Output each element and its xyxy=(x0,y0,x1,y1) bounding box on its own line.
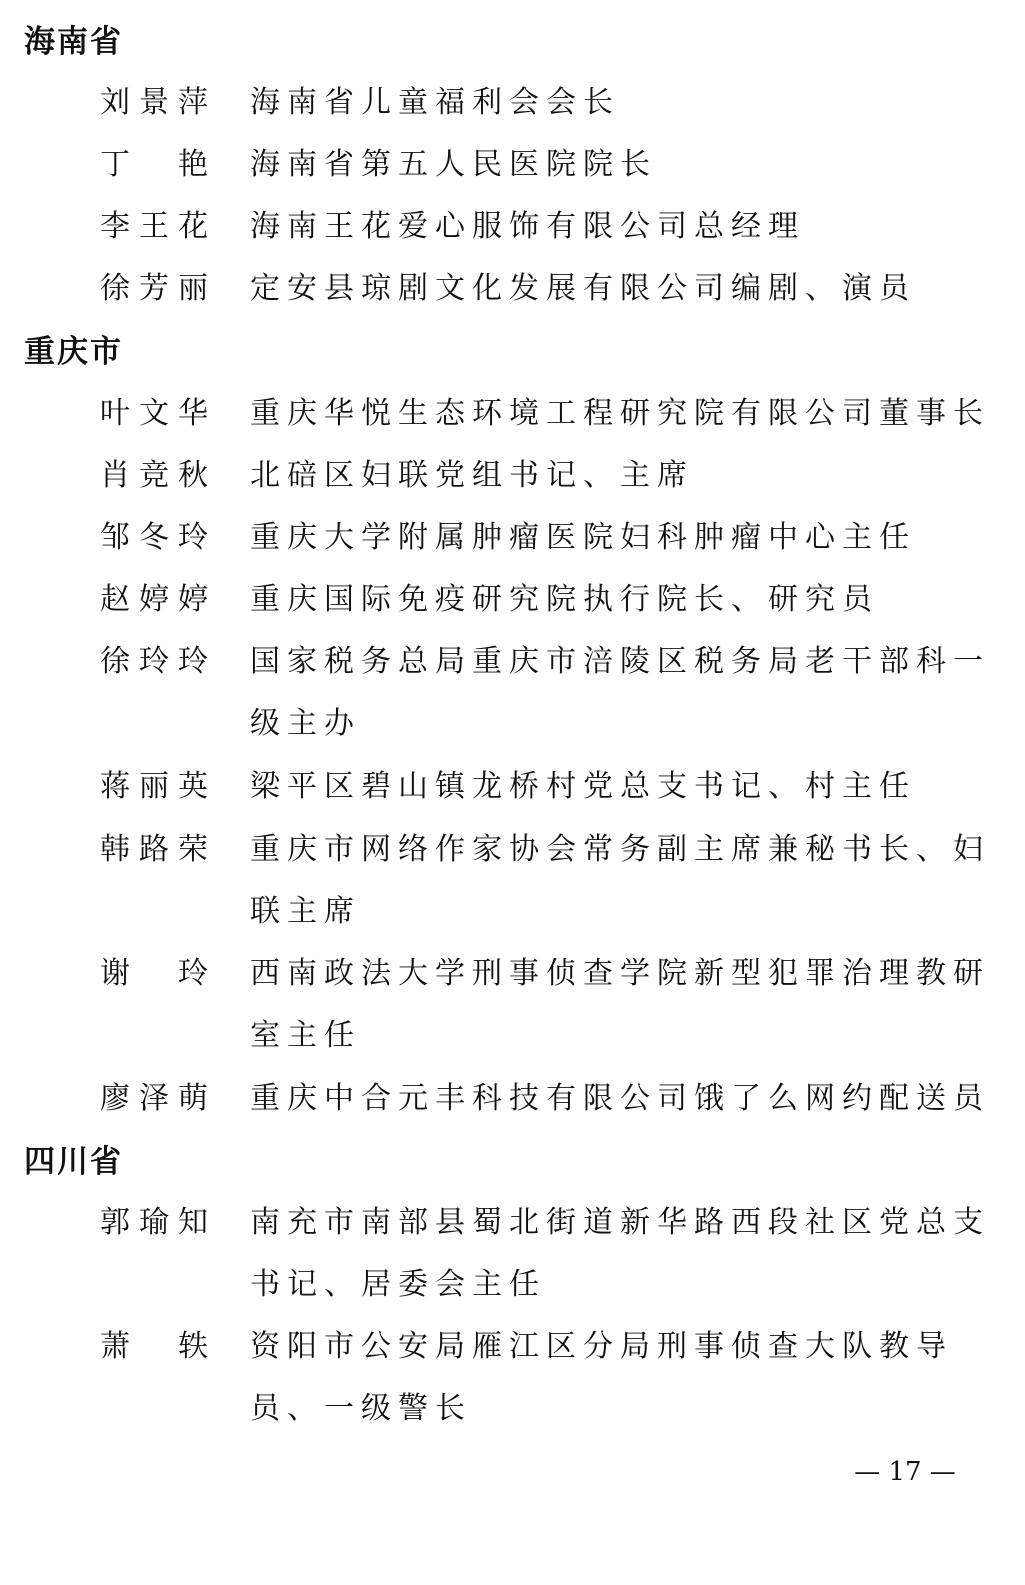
person-name: 丁 艳 xyxy=(100,147,208,182)
person-name: 邹冬玲 xyxy=(100,520,208,555)
person-title: 重庆市网络作家协会常务副主席兼秘书长、妇联主席 xyxy=(250,832,990,929)
person-name: 韩路荣 xyxy=(100,832,208,867)
person-name: 叶文华 xyxy=(100,396,208,431)
person-name: 赵婷婷 xyxy=(100,582,208,617)
person-title: 西南政法大学刑事侦查学院新型犯罪治理教研室主任 xyxy=(250,956,990,1053)
person-title: 重庆中合元丰科技有限公司饿了么网约配送员 xyxy=(250,1081,990,1116)
person-title: 重庆大学附属肿瘤医院妇科肿瘤中心主任 xyxy=(250,520,916,555)
person-title: 梁平区碧山镇龙桥村党总支书记、村主任 xyxy=(250,769,916,804)
person-title: 重庆华悦生态环境工程研究院有限公司董事长 xyxy=(250,396,990,431)
province-heading: 四川省 xyxy=(24,1144,123,1180)
person-name: 廖泽萌 xyxy=(100,1081,208,1116)
person-name: 刘景萍 xyxy=(100,85,208,120)
person-title: 南充市南部县蜀北街道新华路西段社区党总支书记、居委会主任 xyxy=(250,1205,990,1302)
person-name: 肖竞秋 xyxy=(100,458,208,493)
person-name: 郭瑜知 xyxy=(100,1205,208,1240)
province-heading: 重庆市 xyxy=(24,334,123,370)
person-name: 萧 轶 xyxy=(100,1329,208,1364)
person-title: 重庆国际免疫研究院执行院长、研究员 xyxy=(250,582,879,617)
province-heading: 海南省 xyxy=(24,24,123,60)
person-title: 定安县琼剧文化发展有限公司编剧、演员 xyxy=(250,271,916,306)
person-title: 国家税务总局重庆市涪陵区税务局老干部科一级主办 xyxy=(250,644,990,741)
person-title: 海南省儿童福利会会长 xyxy=(250,85,620,120)
person-title: 资阳市公安局雁江区分局刑事侦查大队教导员、一级警长 xyxy=(250,1329,953,1426)
person-name: 徐玲玲 xyxy=(100,644,208,679)
person-title: 海南省第五人民医院院长 xyxy=(250,147,657,182)
person-title: 北碚区妇联党组书记、主席 xyxy=(250,458,694,493)
person-title: 海南王花爱心服饰有限公司总经理 xyxy=(250,209,805,244)
person-name: 蒋丽英 xyxy=(100,769,208,804)
person-name: 李王花 xyxy=(100,209,208,244)
person-name: 谢 玲 xyxy=(100,956,208,991)
page-number: — 17 — xyxy=(854,1457,956,1487)
person-name: 徐芳丽 xyxy=(100,271,208,306)
